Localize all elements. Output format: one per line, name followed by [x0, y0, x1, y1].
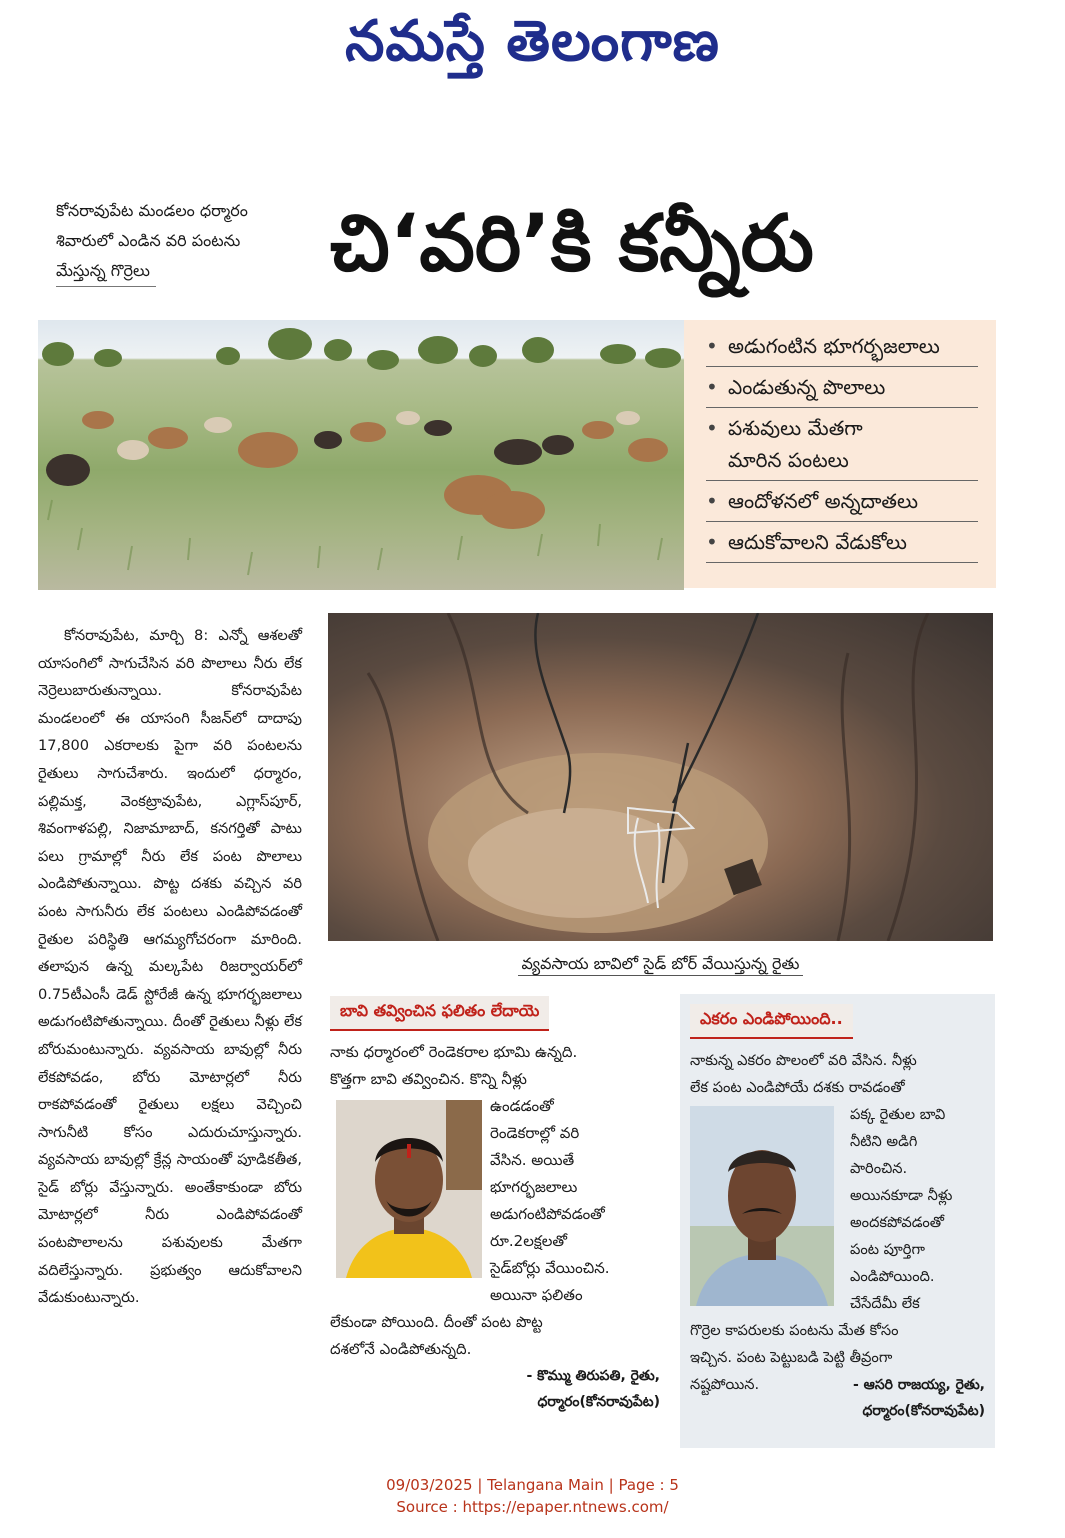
box1-line: నాకు ధర్మారంలో రెండెకరాల భూమి ఉన్నది.	[330, 1043, 578, 1061]
box2-line: నష్టపోయిన.	[690, 1376, 760, 1393]
highlights-panel	[684, 320, 996, 588]
box1-line: లేకుండా పోయింది. దీంతో పంట పొట్ట	[330, 1313, 543, 1331]
box1-line: ఉండడంతో	[490, 1097, 554, 1115]
article-body-column	[38, 622, 302, 1312]
box2-line: గొర్రెల కాపరులకు పంటను మేత కోసం	[690, 1322, 899, 1339]
box1-line: భూగర్భజలాలు	[490, 1178, 578, 1196]
box2-line: అందకపోవడంతో	[850, 1214, 944, 1231]
box1-line: సైడ్‌బోర్లు వేయించిన.	[490, 1259, 610, 1277]
highlight-text: • పశువులు మేతగా	[728, 416, 863, 440]
highlight-item	[706, 408, 978, 481]
box2-line: పంట పూర్తిగా	[850, 1241, 925, 1258]
box2-line: నీటిని అడిగి	[850, 1133, 918, 1150]
farmer-quote-box-1	[330, 996, 660, 1436]
footer-source: Source : https://epaper.ntnews.com/	[396, 1498, 669, 1516]
box1-byline-name: - కొమ్ము తిరుపతి, రైతు,	[526, 1368, 660, 1384]
box2-line: లేక పంట ఎండిపోయే దశకు రావడంతో	[690, 1079, 905, 1096]
box2-line: పారించిన.	[850, 1160, 908, 1177]
highlight-text: ఆదుకోవాలని వేడుకోలు	[728, 530, 907, 554]
well-photo-caption	[328, 954, 993, 977]
highlight-item	[706, 326, 978, 367]
highlight-text: మారిన పంటలు	[728, 448, 849, 472]
highlight-item	[706, 367, 978, 408]
farmer-portrait-2	[690, 1106, 834, 1306]
highlight-text: ఆందోళనలో అన్నదాతలు	[728, 489, 919, 513]
box2-line: నాకున్న ఎకరం పొలంలో వరి వేసిన. నీళ్లు	[690, 1052, 917, 1069]
headline: చి‘వరి’కి కన్నీరు	[330, 199, 814, 289]
masthead-logo: నమస్తే తెలంగాణ	[345, 8, 720, 74]
highlight-item	[706, 522, 978, 563]
well-photo-caption-text: వ్యవసాయ బావిలో సైడ్ బోర్ వేయిస్తున్న రైతు	[518, 954, 804, 976]
photo-caption	[56, 196, 306, 287]
box1-line: అడుగంటిపోవడంతో	[490, 1205, 605, 1223]
box1-title: బావి తవ్వించిన ఫలితం లేదాయె	[330, 996, 549, 1031]
box2-line: ఇచ్చిన. పంట పెట్టుబడి పెట్టి తీవ్రంగా	[690, 1349, 893, 1366]
box2-line: ఎండిపోయింది.	[850, 1268, 935, 1285]
box1-line: అయినా ఫలితం	[490, 1286, 583, 1304]
goats-field-photo	[38, 320, 684, 590]
well-photo	[328, 613, 993, 941]
page-footer	[0, 1474, 1065, 1518]
photo-caption-line: శివారులో ఎండిన వరి పంటను	[56, 231, 241, 250]
box1-line: రూ.2లక్షలతో	[490, 1232, 567, 1250]
box1-line: రెండెకరాల్లో వరి	[490, 1124, 580, 1142]
box2-byline-name: - ఆసరి రాజయ్య, రైతు,	[852, 1377, 985, 1393]
highlight-text: అడుగంటిన భూగర్భజలాలు	[728, 334, 940, 358]
box1-byline-place: ధర్మారం(కోనరావుపేట)	[537, 1394, 660, 1410]
article-body: కోనరావుపేట, మార్చి 8: ఎన్నో ఆశలతో యాసంగిలో సాగుచేసిన వరి పొలాలు నీరు లేక నెర్రెలుబారుతున్నాయి. కోనరావుపేట మండలంలో ఈ యాసంగి సీజన్‌లో దాదాపు 17,800 ఎకరాలకు పైగా వరి పంటలను రైతులు సాగుచేశారు. ఇందులో ధర్మారం, పల్లిమక్త, వెంకట్రావుపేట, ఎగ్లాస్‌పూర్, శివంగాళపల్లి, నిజామాబాద్, కనగర్తితో పాటు పలు గ్రామాల్లో నీరు లేక పంట పొలాలు ఎండిపోతున్నాయి. పొట్ట దశకు వచ్చిన వరి పంట సాగునీరు లేక పంటలు ఎండిపోవడంతో రైతుల పరిస్థితి ఆగమ్యగోచరంగా మారింది. తలాపున ఉన్న మల్కపేట రిజర్వాయర్‌లో 0.75టీఎంసీ డెడ్ స్టోరేజీ ఉన్న భూగర్భజలాలు అడుగంటిపోతున్నాయి. దీంతో రైతులు నీళ్లు లేక బోరుమంటున్నారు. వ్యవసాయ బావుల్లో నీరు లేకపోవడం, బోరు మోటార్లలో నీరు రాకపోవడంతో రైతులు లక్షలు వెచ్చించి సాగునీటి కోసం ఎదురుచూస్తున్నారు. వ్యవసాయ బావుల్లో క్రేన్ల సాయంతో పూడికతీత, సైడ్ బోర్లు వేస్తున్నారు. అంతేకాకుండా బోరు మోటార్లలో నీరు ఎండిపోవడంతో పంటపొలాలను పశువులకు మేతగా వదిలేస్తున్నారు. ప్రభుత్వం ఆదుకోవాలని వేడుకుంటున్నారు.	[38, 627, 302, 1307]
box1-line: వేసిన. అయితే	[490, 1151, 575, 1169]
box2-line: అయినకూడా నీళ్లు	[850, 1187, 953, 1204]
box1-line: దశలోనే ఎండిపోతున్నది.	[330, 1340, 472, 1358]
box1-byline	[330, 1363, 660, 1415]
highlight-item	[706, 481, 978, 522]
farmer-portrait-1	[336, 1100, 482, 1278]
box2-byline-place: ధర్మారం(కోనరావుపేట)	[862, 1403, 985, 1419]
box2-line: పక్క రైతుల బావి	[850, 1106, 946, 1123]
photo-caption-line: కోనరావుపేట మండలం ధర్మారం	[56, 201, 248, 220]
box2-title: ఎకరం ఎండిపోయింది..	[690, 1004, 853, 1039]
box2-line: చేసేదేమీ లేక	[850, 1295, 920, 1312]
photo-caption-line: మేస్తున్న గొర్రెలు	[56, 256, 156, 287]
farmer-quote-box-2	[680, 994, 995, 1448]
highlight-text: ఎండుతున్న పొలాలు	[728, 375, 886, 399]
footer-edition: 09/03/2025 | Telangana Main | Page : 5	[386, 1476, 679, 1494]
box1-line: కొత్తగా బావి తవ్వించిన. కొన్ని నీళ్లు	[330, 1070, 527, 1088]
